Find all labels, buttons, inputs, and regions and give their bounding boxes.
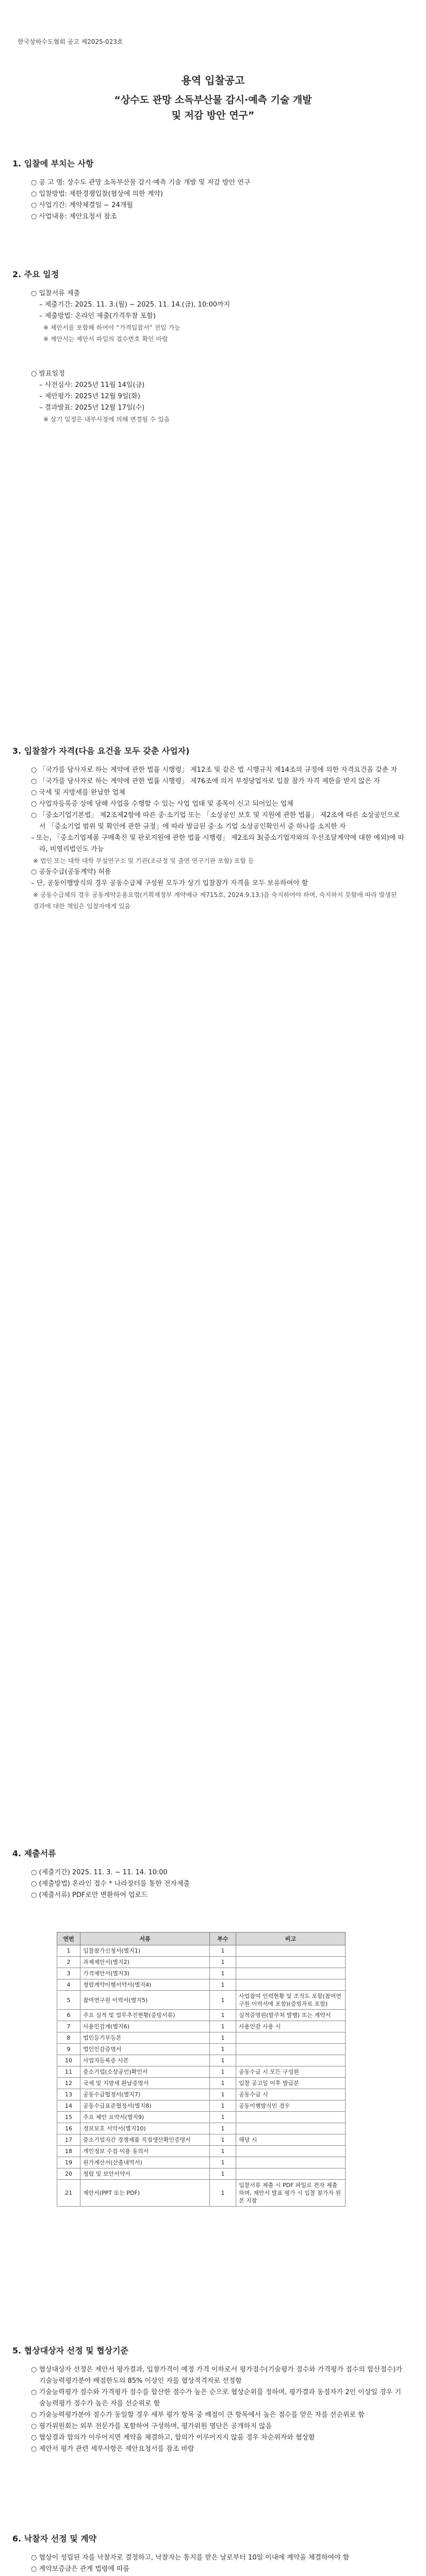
table-cell: 11 <box>57 2066 80 2078</box>
table-cell <box>236 1945 346 1957</box>
table-cell: 6 <box>57 2010 80 2021</box>
section-3-heading: 3. 입찰참가 자격(다음 요건을 모두 갖춘 사업자) <box>12 746 190 756</box>
table-cell: 1 <box>210 2180 236 2207</box>
body-line: ○ 협상대상자 선정은 제안서 평가결과, 입찰가격이 예정 가격 이하로서 평가점수(기술평가 점수와 가격평가 점수의 합산점수)가 기술능력평가분야 배점한도의 85% 이상인 자를 협상적격자로 선정함 <box>31 2366 402 2385</box>
body-line: ※ 제안서는 제안서 파일의 접수번호 확인 바람 <box>43 335 168 343</box>
table-cell <box>236 2044 346 2055</box>
table-row <box>57 1945 346 1957</box>
section-4 <box>12 1847 404 1901</box>
table-row <box>57 2010 346 2021</box>
table-row <box>57 2089 346 2100</box>
table-cell: 중소기업(소상공인)확인서 <box>80 2066 210 2078</box>
section-1-line: ○ 사업내용: 제안요청서 참조 <box>31 213 117 221</box>
table-cell: 제안서(PPT 또는 PDF) <box>80 2180 210 2207</box>
table-cell: 16 <box>57 2123 80 2134</box>
table-cell: 1 <box>210 2021 236 2032</box>
table-row <box>57 2146 346 2157</box>
table-cell <box>236 2168 346 2180</box>
table-cell: 청렴 및 보안서약서 <box>80 2168 210 2180</box>
body-line: ○ (제출기간) 2025. 11. 3. ~ 11. 14. 10:00 <box>31 1869 168 1876</box>
table-cell: 21 <box>57 2180 80 2207</box>
body-line: – 사전심사: 2025년 11월 14일(금) <box>39 381 145 389</box>
section-1 <box>12 157 404 223</box>
table-cell: 개인정보 수집·이용 동의서 <box>80 2146 210 2157</box>
table-cell: 1 <box>210 2157 236 2168</box>
table-cell: 13 <box>57 2089 80 2100</box>
document-title <box>0 72 426 123</box>
body-line: ○ 기술능력평가 점수와 가격평가 점수를 합산한 점수가 높은 순으로 협상순위를 정하며, 평가결과 동점자가 2인 이상일 경우 기술능력평가 점수가 높은 자를 선순위로 함 <box>31 2388 401 2408</box>
section-6-body <box>12 2552 404 2575</box>
table-cell: 1 <box>210 2146 236 2157</box>
table-cell: 1 <box>210 2089 236 2100</box>
table-cell: 공동수급표준협정서(별지8) <box>80 2100 210 2112</box>
section-2-body <box>12 288 404 425</box>
table-cell: 14 <box>57 2100 80 2112</box>
table-cell: 공동수급 시 모든 구성원 <box>236 2066 346 2078</box>
table-row <box>57 1957 346 1968</box>
table-cell: 12 <box>57 2078 80 2089</box>
table-cell: 1 <box>210 2066 236 2078</box>
body-line: ○ 협상결과 합의가 이루어지면 계약을 체결하고, 합의가 이루어지지 않을 경우 차순위자와 협상함 <box>31 2434 315 2442</box>
table-cell: 4 <box>57 1979 80 1991</box>
table-row <box>57 2055 346 2066</box>
body-line: – 또는, 「중소기업제품 구매촉진 및 판로지원에 관한 법률 시행령」 제2조의 3(중소기업자와의 우선조달계약에 대한 예외)에 따라, 비영리법인도 가능 <box>31 834 404 853</box>
body-line: ○ 「국가를 당사자로 하는 계약에 관한 법률 시행령」 제76조에 의거 부정당업자로 입찰 참가 자격 제한을 받지 않은 자 <box>31 777 380 785</box>
documents-table <box>57 1932 346 2207</box>
section-2 <box>12 268 404 425</box>
body-line: ○ 계약보증금은 관계 법령에 따름 <box>31 2565 130 2573</box>
table-row <box>57 2078 346 2089</box>
table-cell: 1 <box>210 2112 236 2123</box>
section-5-body <box>12 2364 404 2455</box>
table-cell: 해당 시 <box>236 2134 346 2146</box>
table-row <box>57 1991 346 2010</box>
table-row <box>57 2100 346 2112</box>
body-line: ○ 국세 및 지방세를 완납한 업체 <box>31 789 125 796</box>
body-line: ※ 공동수급체의 경우 공동계약운용요령(기획재정부 계약예규 제715호, 2024.9.13.)을 숙지하여야 하며, 숙지하지 못함에 따라 발생된 결과에 대한 책임은 입찰자에게 있음 <box>33 891 397 910</box>
body-line: ※ 상기 일정은 내부사정에 의해 변경될 수 있음 <box>43 416 170 423</box>
table-cell: 1 <box>210 2044 236 2055</box>
body-line: ○ 「국가를 당사자로 하는 계약에 관한 법률 시행령」 제12조 및 같은 법 시행규칙 제14조의 규정에 의한 자격요건을 갖춘 자 <box>31 766 397 774</box>
title-line-1: 용역 입찰공고 <box>181 74 245 87</box>
table-row <box>57 2044 346 2055</box>
section-5 <box>12 2344 404 2455</box>
table-row <box>57 2112 346 2123</box>
section-6 <box>12 2532 404 2575</box>
table-cell: 8 <box>57 2032 80 2044</box>
table-cell: 18 <box>57 2146 80 2157</box>
table-cell: 중소기업자간 경쟁제품 직접생산확인증명서 <box>80 2134 210 2146</box>
body-line: – 제출방법: 온라인 제출(가격투찰 포함) <box>39 312 156 320</box>
table-cell: 2 <box>57 1957 80 1968</box>
table-cell: 1 <box>210 2134 236 2146</box>
section-4-heading: 4. 제출서류 <box>12 1849 56 1858</box>
table-cell: 과제제안서(별지2) <box>80 1957 210 1968</box>
table-cell: 주요 제안 요약서(별지9) <box>80 2112 210 2123</box>
body-line: ○ 기술능력평가분야 점수가 동일할 경우 세부 평가 항목 중 배점이 큰 항목에서 높은 점수를 얻은 자를 선순위로 함 <box>31 2411 365 2419</box>
body-line: ○ 「중소기업기본법」 제2조제2항에 따른 중·소기업 또는 「소상공인 보호 및 지원에 관한 법률」 제2조에 따른 소상공인으로서 「중소기업 범위 및 확인에 관한 규정」에 따라 발급된 중·소 기업 소상공인확인서 중 하나를 소지한 자 <box>31 811 400 831</box>
table-cell: 정보보호 서약서(별지10) <box>80 2123 210 2134</box>
table-cell: 공동수급협정서(별지7) <box>80 2089 210 2100</box>
table-row <box>57 2168 346 2180</box>
table-cell: 1 <box>210 2168 236 2180</box>
body-line: ○ 입찰서류 제출 <box>31 290 80 297</box>
table-cell: 사업참여 인력현황 및 조직도 포함(참여연구원 이력서에 포함)(증빙자료 포함) <box>236 1991 346 2010</box>
table-row <box>57 2123 346 2134</box>
table-cell: 1 <box>210 2055 236 2066</box>
table-cell <box>236 2146 346 2157</box>
table-cell: 입찰서류 제출 시 PDF 파일로 전자 제출하며, 제안서 발표 평가 시 입찰 참가자 원본 지참 <box>236 2180 346 2207</box>
column-header: 연번 <box>57 1933 80 1945</box>
body-line: ○ 제안서 평가 관련 세부사항은 제안요청서를 참조 바람 <box>31 2445 194 2453</box>
table-cell: 공동수급 시 <box>236 2089 346 2100</box>
table-cell: 1 <box>210 1979 236 1991</box>
table-row <box>57 2134 346 2146</box>
table-cell: 1 <box>57 1945 80 1957</box>
table-header-row <box>57 1933 346 1945</box>
section-3 <box>12 744 404 912</box>
table-cell <box>236 2112 346 2123</box>
column-header: 부수 <box>210 1933 236 1945</box>
table-row <box>57 2066 346 2078</box>
body-line: ○ (제출서류) PDF로만 변환하여 업로드 <box>31 1891 148 1899</box>
table-row <box>57 1979 346 1991</box>
body-line: ※ 제안서를 포함해 하여야 “가격입찰서” 전입 가능 <box>43 324 181 331</box>
table-cell: 입찰참가신청서(별지1) <box>80 1945 210 1957</box>
notice-number: 한국상하수도협회 공고 제2025-023호 <box>18 38 123 45</box>
title-line-3: 및 저감 방안 연구” <box>171 110 255 121</box>
table-cell: 원가계산서(산출내역서) <box>80 2157 210 2168</box>
table-cell: 1 <box>210 2078 236 2089</box>
table-cell: 사용인감 사용 시 <box>236 2021 346 2032</box>
section-5-heading: 5. 협상대상자 선정 및 협상기준 <box>12 2346 128 2355</box>
section-6-heading: 6. 낙찰자 선정 및 계약 <box>12 2534 97 2544</box>
table-cell: 1 <box>210 2010 236 2021</box>
body-line: – 제출기간: 2025. 11. 3.(월) ~ 2025. 11. 14.(금), 10:00까지 <box>39 301 231 309</box>
body-line: – 결과발표: 2025년 12월 17일(수) <box>39 404 145 412</box>
table-cell <box>236 2123 346 2134</box>
table-row <box>57 2021 346 2032</box>
table-cell: 5 <box>57 1991 80 2010</box>
table-cell: 1 <box>210 1991 236 2010</box>
table-cell: 19 <box>57 2157 80 2168</box>
table-row <box>57 2157 346 2168</box>
table-cell: 1 <box>210 1968 236 1979</box>
table-cell: 가격제안서(별지3) <box>80 1968 210 1979</box>
body-line: ○ 평가위원회는 외부 전문가를 포함하여 구성하며, 평가위원 명단은 공개하지 않음 <box>31 2422 272 2430</box>
section-3-body <box>12 765 404 912</box>
column-header: 서류 <box>80 1933 210 1945</box>
table-cell: 1 <box>210 2123 236 2134</box>
table-cell: 청렴계약이행서약서(별지4) <box>80 1979 210 1991</box>
table-row <box>57 2180 346 2207</box>
table-body <box>57 1945 346 2207</box>
table-cell: 1 <box>210 2100 236 2112</box>
table-cell: 9 <box>57 2044 80 2055</box>
table-cell <box>236 1957 346 1968</box>
table-cell: 사용인감계(별지6) <box>80 2021 210 2032</box>
column-header: 비고 <box>236 1933 346 1945</box>
table-cell: 입찰 공고일 이후 발급분 <box>236 2078 346 2089</box>
table-row <box>57 2032 346 2044</box>
body-line: ※ 법인 또는 대학 대학 부설연구소 및 기관(조규정 및 출연 연구기관 포함) 포함 등 <box>33 857 254 865</box>
table-cell: 법인인감증명서 <box>80 2044 210 2055</box>
table-cell: 10 <box>57 2055 80 2066</box>
section-4-body <box>12 1867 404 1901</box>
table-cell: 17 <box>57 2134 80 2146</box>
table-cell <box>236 1968 346 1979</box>
table-cell: 1 <box>210 1945 236 1957</box>
table-cell <box>236 2055 346 2066</box>
body-line: ○ (제출방법) 온라인 접수 * 나라장터를 통한 전자제출 <box>31 1880 190 1888</box>
table-cell <box>236 2032 346 2044</box>
section-2-heading: 2. 주요 일정 <box>12 269 59 279</box>
table-cell: 참여연구원 이력서(별지5) <box>80 1991 210 2010</box>
body-line: – 제안평가: 2025년 12월 9일(화) <box>39 393 140 400</box>
table-cell: 20 <box>57 2168 80 2180</box>
title-line-2: “상수도 관망 소독부산물 감시·예측 기술 개발 <box>114 94 312 106</box>
table-cell: 사업자등록증 사본 <box>80 2055 210 2066</box>
table-cell: 3 <box>57 1968 80 1979</box>
table-cell: 국세 및 지방세 완납증명서 <box>80 2078 210 2089</box>
body-line: ○ 협상이 성립된 자를 낙찰자로 결정하고, 낙찰자는 통지를 받은 날로부터 10일 이내에 계약을 체결하여야 함 <box>31 2554 350 2562</box>
table-cell <box>236 1979 346 1991</box>
table-cell: 공동이행방식인 경우 <box>236 2100 346 2112</box>
table-cell: 법인등기부등본 <box>80 2032 210 2044</box>
table-row <box>57 1968 346 1979</box>
table-cell: 1 <box>210 2032 236 2044</box>
table-cell: 주요 실적 및 업무추진현황(증빙서류) <box>80 2010 210 2021</box>
spacer <box>12 353 404 360</box>
body-line: ○ 발표일정 <box>31 370 65 378</box>
section-1-line: ○ 공 고 명: 상수도 관망 소독부산물 감시·예측 기술 개발 및 저감 방안 연구 <box>31 179 251 187</box>
body-line: ○ 공동수급(공동계약) 허용 <box>31 868 111 876</box>
table-cell: 1 <box>210 1957 236 1968</box>
body-line: ○ 사업자등록증 상에 당해 사업을 수행할 수 있는 사업 업태 및 종목이 신고 되어있는 업체 <box>31 800 293 808</box>
table-cell: 7 <box>57 2021 80 2032</box>
section-1-line: ○ 사업기간: 계약체결일 ~ 24개월 <box>31 201 133 209</box>
section-1-heading: 1. 입찰에 부치는 사항 <box>12 159 94 168</box>
body-line: – 단, 공동이행방식의 경우 공동수급체 구성원 모두가 상기 입찰참가 자격을 모두 보유하여야 함 <box>31 879 308 887</box>
section-1-line: ○ 입찰방법: 제한경쟁입찰(협상에 의한 계약) <box>31 190 163 198</box>
table-cell: 실적증명원(발주처 발행) 또는 계약서 <box>236 2010 346 2021</box>
table-cell <box>236 2157 346 2168</box>
table-cell: 15 <box>57 2112 80 2123</box>
